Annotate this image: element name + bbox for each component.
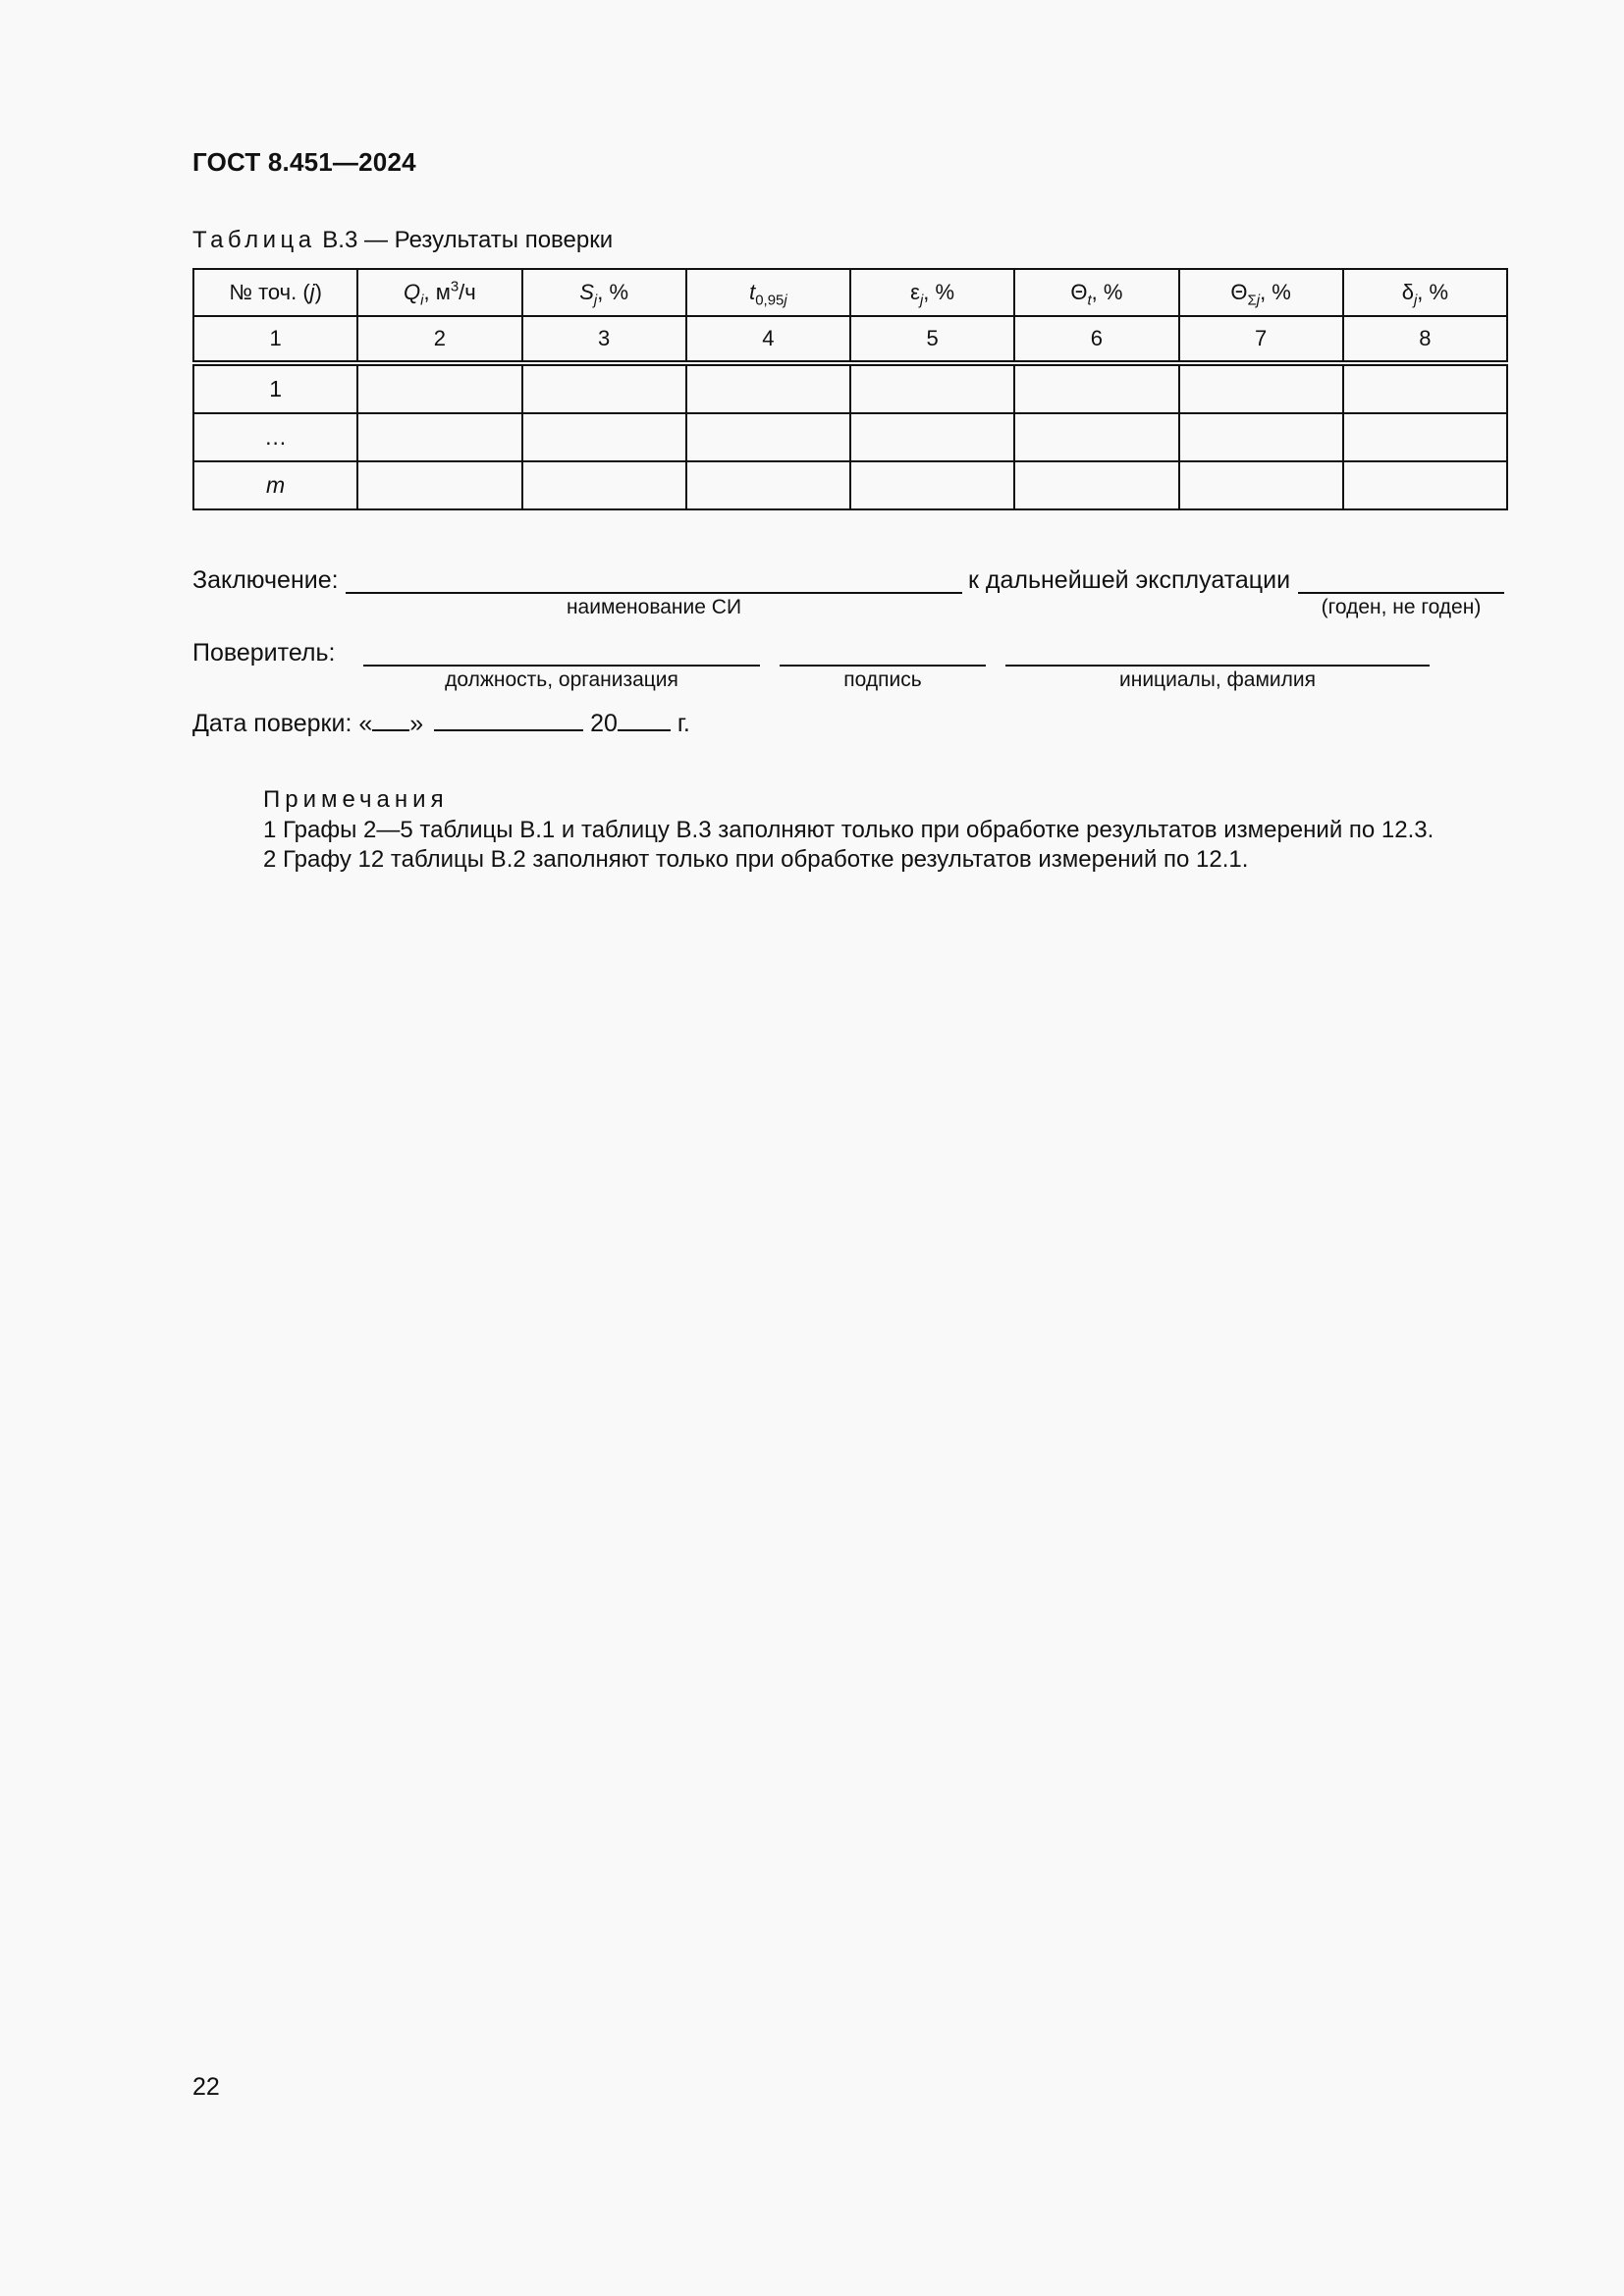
column-number: 5 xyxy=(850,316,1014,363)
table-cell: 1 xyxy=(193,363,357,413)
table-cell xyxy=(522,413,686,461)
table-cell xyxy=(1343,363,1507,413)
conclusion-label: Заключение: xyxy=(192,566,339,594)
table-cell xyxy=(1179,461,1343,509)
table-cell xyxy=(686,413,850,461)
table-cell xyxy=(850,461,1014,509)
table-row xyxy=(193,461,1507,509)
date-day-blank xyxy=(372,729,409,731)
date-year-blank xyxy=(618,729,671,731)
column-number: 6 xyxy=(1014,316,1178,363)
verifier-name-line xyxy=(1005,665,1430,667)
table-column-numbers-row xyxy=(193,316,1507,363)
table-cell xyxy=(522,363,686,413)
table-cell: … xyxy=(193,413,357,461)
table-cell xyxy=(850,363,1014,413)
verifier-label: Поверитель: xyxy=(192,639,336,667)
column-number: 8 xyxy=(1343,316,1507,363)
table-cell xyxy=(1343,461,1507,509)
col-header-sko: $S_j$, % xyxy=(522,269,686,316)
table-cell xyxy=(1014,461,1178,509)
col-header-point: № точ. (j) xyxy=(193,269,357,316)
table-caption xyxy=(192,227,613,254)
table-row xyxy=(193,363,1507,413)
column-number: 2 xyxy=(357,316,521,363)
conclusion-status-caption: (годен, не годен) xyxy=(1321,596,1482,618)
conclusion-device-line xyxy=(346,592,962,594)
col-header-theta-t: $\Theta_t$, % xyxy=(1014,269,1178,316)
col-header-flow: $Q_i$, $м^3/ч$ xyxy=(357,269,521,316)
table-cell xyxy=(1179,413,1343,461)
table-cell xyxy=(1179,363,1343,413)
table-cell xyxy=(1014,363,1178,413)
table-header-row xyxy=(193,269,1507,316)
table-cell xyxy=(686,461,850,509)
table-cell xyxy=(357,413,521,461)
verifier-signature-caption: подпись xyxy=(843,668,922,691)
document-header: ГОСТ 8.451—2024 xyxy=(192,147,416,177)
col-header-student: $t_{0,95j}$ xyxy=(686,269,850,316)
date-row xyxy=(192,710,690,738)
table-caption-text: В.3 — Результаты поверки xyxy=(322,227,614,253)
date-month-blank xyxy=(434,729,583,731)
note-item: 2 Графу 12 таблицы В.2 заполняют только при обработке результатов измерений по 12.1. xyxy=(263,846,1249,873)
page-number: 22 xyxy=(192,2073,220,2101)
date-suffix: г. xyxy=(677,710,690,737)
table-cell xyxy=(357,363,521,413)
verifier-position-line xyxy=(363,665,760,667)
table-cell xyxy=(1343,413,1507,461)
note-item: 1 Графы 2—5 таблицы В.1 и таблицу В.3 заполняют только при обработке результатов измерений по 12.3. xyxy=(263,817,1435,843)
col-header-random-error: $\varepsilon_j$, % xyxy=(850,269,1014,316)
verifier-name-caption: инициалы, фамилия xyxy=(1119,668,1316,691)
table-cell xyxy=(686,363,850,413)
table-row xyxy=(193,413,1507,461)
conclusion-status-line xyxy=(1298,592,1504,594)
conclusion-middle-text: к дальнейшей эксплуатации xyxy=(968,566,1291,594)
table-cell xyxy=(522,461,686,509)
date-year-prefix: 20 xyxy=(590,710,618,737)
table-cell xyxy=(850,413,1014,461)
column-number: 7 xyxy=(1179,316,1343,363)
col-header-theta-sum: $\Theta_{\Sigma j}$, % xyxy=(1179,269,1343,316)
conclusion-device-caption: наименование СИ xyxy=(566,596,742,618)
col-header-delta: $\delta_j$, % xyxy=(1343,269,1507,316)
column-number: 1 xyxy=(193,316,357,363)
results-table xyxy=(192,268,1508,510)
date-close-quote: » xyxy=(409,710,424,737)
table-cell: m xyxy=(193,461,357,509)
column-number: 4 xyxy=(686,316,850,363)
date-open-quote: « xyxy=(358,710,373,737)
verifier-signature-line xyxy=(780,665,986,667)
column-number: 3 xyxy=(522,316,686,363)
table-cell xyxy=(1014,413,1178,461)
date-label: Дата поверки: xyxy=(192,710,352,737)
verifier-position-caption: должность, организация xyxy=(445,668,678,691)
notes-title: Примечания xyxy=(263,786,449,813)
table-cell xyxy=(357,461,521,509)
table-caption-label: Таблица xyxy=(192,227,316,253)
